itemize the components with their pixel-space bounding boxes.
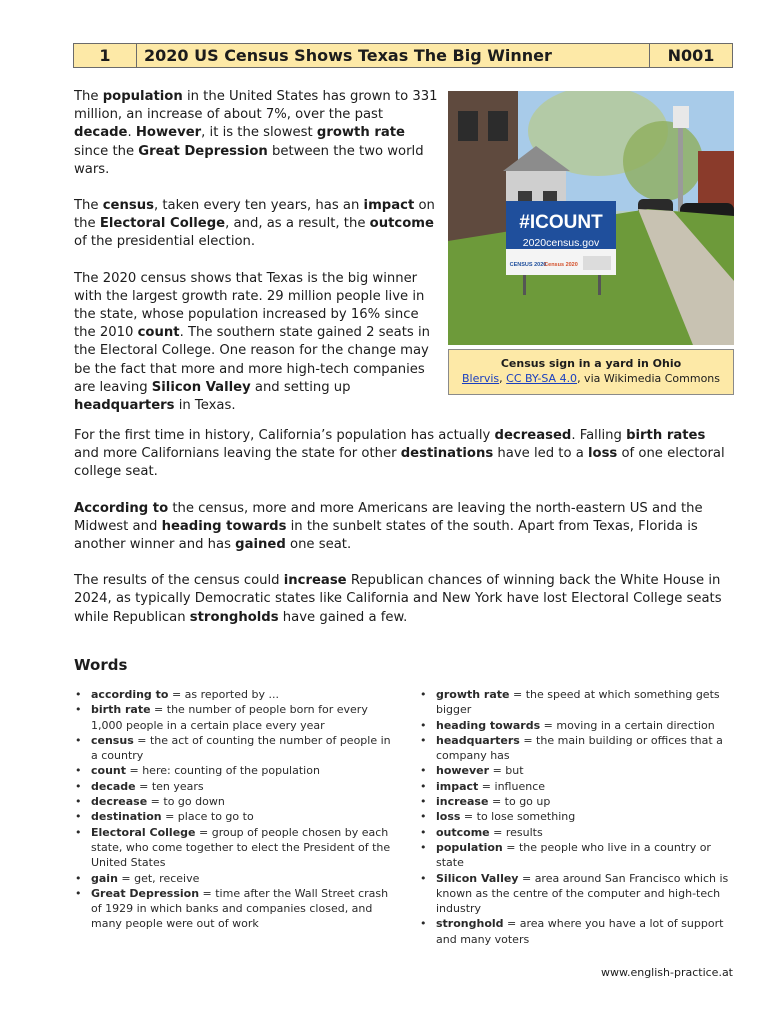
bold-term: gained	[235, 537, 286, 553]
word-item	[419, 825, 734, 840]
word-definition: = time after the Wall Street crash of 1929 in which banks and companies closed, and many people were out of work	[91, 886, 389, 931]
sign-hashtag: #ICOUNT	[519, 212, 603, 233]
word-term: census	[91, 733, 134, 747]
bold-term: destinations	[400, 446, 494, 462]
article-code: N001	[649, 44, 732, 67]
text-run: For the first time in history, California’s population has actually	[74, 428, 495, 443]
word-item	[74, 871, 394, 886]
text-run: in Texas.	[174, 398, 236, 414]
sign-small-left: CENSUS 2020	[509, 262, 547, 268]
word-item	[74, 702, 394, 733]
word-term: stronghold	[436, 917, 504, 931]
bold-term: Silicon Valley	[151, 379, 251, 395]
text-run: The 2020 census shows that Texas is the big winner with the largest growth rate. 29 million people live in the state, whose population increased by 16% since the 2010	[74, 270, 425, 341]
word-definition: = area around San Francisco which is known as the centre of the computer and high-tech industry	[436, 871, 729, 916]
word-definition: = but	[489, 764, 524, 778]
word-item	[419, 809, 734, 824]
photo-caption: Census sign in a yard in Ohio Blervis, CC BY-SA 4.0, via Wikimedia Commons	[448, 349, 734, 395]
photo-illustration	[448, 91, 734, 345]
article-title: 2020 US Census Shows Texas The Big Winner	[144, 46, 552, 65]
word-definition: = get, receive	[117, 871, 200, 885]
article-number: 1	[74, 44, 137, 67]
bold-term: headquarters	[74, 398, 175, 414]
caption-title: Census sign in a yard in Ohio	[500, 357, 682, 370]
word-term: destination	[91, 810, 162, 824]
word-definition: = results	[489, 825, 543, 839]
text-run: of one electoral college seat.	[74, 446, 725, 480]
text-run: one seat.	[285, 537, 352, 553]
bold-term: decade	[74, 125, 128, 141]
text-run: , it is the slowest	[201, 125, 317, 141]
word-definition: = influence	[478, 779, 546, 793]
sign-small-right: Census 2020	[544, 262, 578, 268]
caption-author-link[interactable]: Blervis	[461, 372, 500, 385]
word-item	[74, 886, 394, 932]
word-item	[419, 733, 734, 764]
text-run: Republican chances of winning back the White House in 2024, as typically Democratic states like California and New York have lost Electoral College seats while Republican	[74, 573, 722, 625]
word-item	[74, 687, 394, 702]
text-run: since the	[74, 143, 139, 159]
word-item	[419, 687, 734, 718]
word-item	[74, 763, 394, 778]
words-list-right	[419, 687, 734, 947]
text-run: The	[74, 198, 103, 214]
words-heading: Words	[74, 656, 128, 674]
word-definition: = moving in a certain direction	[540, 718, 715, 732]
text-run: , taken every ten years, has an	[153, 198, 364, 214]
word-definition: = to go up	[488, 795, 551, 809]
text-run: and setting up	[250, 379, 351, 395]
bold-term: increase	[283, 573, 347, 589]
text-run: the census, more and more Americans are leaving the north-eastern US and the Midwest and	[74, 500, 703, 534]
intro-text	[74, 88, 438, 415]
text-run: .	[127, 125, 136, 141]
word-definition: = group of people chosen by each state, who come together to elect the President of the United States	[91, 825, 391, 870]
word-definition: = the speed at which something gets bigger	[436, 688, 720, 717]
word-term: decrease	[91, 795, 148, 809]
word-term: Electoral College	[91, 825, 196, 839]
paragraph	[74, 427, 734, 482]
text-run: have led to a	[493, 446, 588, 462]
word-term: gain	[91, 871, 118, 885]
bold-term: growth rate	[316, 125, 405, 141]
text-run: . Falling	[571, 428, 627, 443]
bold-term: decreased	[494, 428, 572, 443]
word-item	[74, 779, 394, 794]
bold-term: loss	[588, 446, 618, 462]
sign-url: 2020census.gov	[522, 237, 600, 249]
bold-term: However	[135, 125, 202, 141]
bold-term: Great Depression	[138, 143, 268, 159]
word-term: birth rate	[91, 703, 151, 717]
word-term: outcome	[436, 825, 490, 839]
bold-term: heading towards	[161, 518, 287, 534]
word-definition: = here: counting of the population	[126, 764, 320, 778]
word-item	[419, 916, 734, 947]
text-run: . The southern state gained 2 seats in the Electoral College. One reason for the change may be the fact that more and more high-tech companies are leaving	[74, 325, 430, 395]
text-run: in the sunbelt states of the south. Apart from Texas, Florida is another winner and has	[74, 518, 698, 553]
bold-term: Electoral College	[99, 216, 226, 232]
bold-term: census	[102, 198, 154, 214]
word-item	[74, 809, 394, 824]
caption-via: , via Wikimedia Commons	[577, 372, 721, 385]
text-run: and more Californians leaving the state for other	[74, 446, 401, 462]
paragraph	[74, 88, 438, 179]
word-definition: = to lose something	[460, 810, 576, 824]
paragraph	[74, 270, 438, 416]
bold-term: impact	[363, 198, 415, 214]
word-definition: = area where you have a lot of support and many voters	[436, 917, 724, 946]
text-run: have gained a few.	[278, 609, 408, 625]
text-run: of the presidential election.	[74, 234, 256, 250]
words-list-left	[74, 687, 394, 932]
paragraph	[74, 500, 734, 555]
word-definition: = the people who live in a country or state	[436, 840, 711, 870]
text-run: on the	[74, 198, 435, 232]
word-term: heading towards	[436, 718, 541, 732]
text-run: The	[74, 89, 103, 104]
word-definition: = place to go to	[161, 810, 254, 824]
word-item	[74, 733, 394, 764]
bold-term: population	[102, 89, 183, 104]
word-term: however	[436, 764, 490, 778]
word-item	[419, 794, 734, 809]
word-term: growth rate	[436, 688, 510, 701]
word-definition: = to go down	[147, 795, 225, 809]
bold-term: count	[137, 325, 180, 341]
word-item	[74, 825, 394, 871]
word-term: impact	[436, 779, 479, 793]
article-header	[73, 43, 733, 68]
word-definition: = ten years	[135, 779, 204, 793]
word-item	[74, 794, 394, 809]
text-run: The results of the census could	[74, 573, 284, 589]
text-run: in the United States has grown to 331 million, an increase of about 7%, over the past	[74, 89, 438, 123]
bold-term: birth rates	[626, 428, 706, 443]
word-definition: = the main building or offices that a company has	[436, 733, 723, 763]
word-item	[419, 718, 734, 733]
word-term: headquarters	[436, 733, 520, 747]
word-term: decade	[91, 779, 136, 793]
word-item	[419, 871, 734, 917]
footer-url: www.english-practice.at	[600, 966, 733, 979]
word-term: Silicon Valley	[436, 871, 519, 885]
word-term: count	[91, 764, 126, 778]
word-definition: = as reported by ...	[168, 688, 279, 701]
bold-term: According to	[74, 500, 169, 516]
word-term: increase	[436, 795, 489, 809]
word-term: population	[436, 840, 503, 854]
article-body	[74, 427, 734, 645]
word-item	[419, 840, 734, 871]
word-item	[419, 779, 734, 794]
word-definition: = the act of counting the number of people in a country	[91, 733, 391, 763]
word-term: according to	[91, 688, 169, 701]
caption-license-link[interactable]: CC BY-SA 4.0	[506, 372, 578, 385]
paragraph	[74, 572, 734, 627]
text-run: , and, as a result, the	[225, 216, 370, 232]
word-definition: = the number of people born for every 1,000 people in a certain place every year	[91, 703, 368, 732]
census-sign-photo	[448, 91, 734, 345]
bold-term: outcome	[369, 216, 434, 232]
bold-term: strongholds	[189, 609, 279, 625]
word-term: loss	[436, 810, 461, 824]
paragraph	[74, 197, 438, 252]
text-run: between the two world wars.	[74, 143, 424, 177]
word-item	[419, 763, 734, 778]
word-term: Great Depression	[91, 886, 200, 900]
